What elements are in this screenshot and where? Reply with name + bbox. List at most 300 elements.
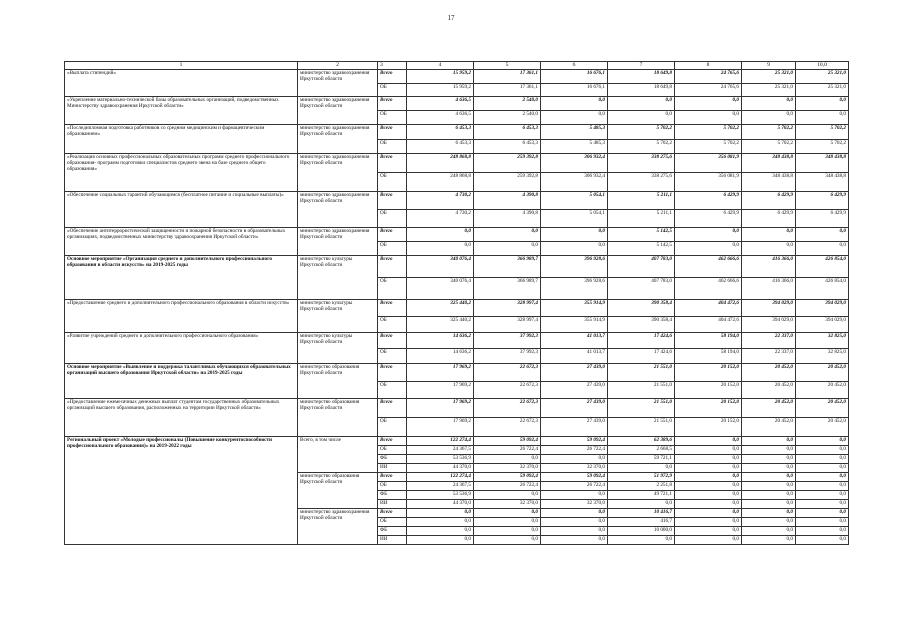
amount-cell: 22 337,0 [742, 333, 796, 349]
amount-cell: 15 959,2 [407, 83, 474, 97]
funding-source: ОБ [378, 242, 407, 256]
amount-cell: 0,0 [742, 464, 796, 473]
amount-cell: 6 453,3 [474, 139, 541, 154]
amount-cell: 0,0 [675, 437, 742, 446]
amount-cell: 338 275,6 [608, 173, 675, 192]
column-number: 7 [608, 62, 675, 70]
amount-cell: 32 825,0 [796, 348, 849, 364]
amount-cell: 27 439,0 [541, 418, 608, 437]
funding-source: ИИ [378, 464, 407, 473]
amount-cell: 462 666,6 [675, 278, 742, 300]
amount-cell: 22 672,3 [474, 399, 541, 418]
amount-cell: 0,0 [675, 111, 742, 125]
amount-cell: 53 536,9 [407, 455, 474, 464]
amount-cell: 0,0 [796, 473, 849, 482]
amount-cell: 394 029,0 [796, 300, 849, 317]
measure-name: «Предоставление ежемесячных денежных выплат студентам государственных образовательных организаций высшего образования, расположенных на территории Иркутской области» [65, 399, 298, 437]
amount-cell: 20 452,0 [742, 418, 796, 437]
amount-cell: 0,0 [407, 518, 474, 527]
amount-cell: 51 972,9 [608, 473, 675, 482]
column-number: 1 [65, 62, 298, 70]
amount-cell: 25 321,0 [742, 70, 796, 84]
amount-cell: 5 054,1 [541, 192, 608, 210]
amount-cell: 0,0 [675, 455, 742, 464]
amount-cell: 0,0 [742, 500, 796, 509]
amount-cell: 0,0 [742, 228, 796, 242]
measure-name: «Укрепление материально-технической базы образовательных организаций, подведомственных Министерству здравоохранения Иркутской области» [65, 97, 298, 125]
amount-cell: 4 390,8 [474, 210, 541, 228]
amount-cell: 2 540,0 [474, 111, 541, 125]
amount-cell: 416 366,0 [742, 256, 796, 278]
amount-cell: 0,0 [474, 509, 541, 518]
amount-cell: 37 992,3 [474, 333, 541, 349]
table-row [65, 437, 849, 446]
amount-cell: 6 453,3 [407, 139, 474, 154]
funding-source: Всего [378, 300, 407, 317]
amount-cell: 404 472,6 [675, 300, 742, 317]
amount-cell: 122 274,4 [407, 437, 474, 446]
amount-cell: 0,0 [796, 464, 849, 473]
amount-cell: 0,0 [796, 482, 849, 491]
amount-cell: 407 783,0 [608, 278, 675, 300]
amount-cell: 59 092,4 [474, 473, 541, 482]
amount-cell: 0,0 [474, 527, 541, 536]
amount-cell: 22 672,3 [474, 381, 541, 399]
table-row [65, 300, 849, 317]
funding-source: Всего [378, 228, 407, 242]
measure-name: «Обеспечение социальных гарантий обучающимся (бесплатное питание и социальные выплаты)» [65, 192, 298, 228]
amount-cell: 59 092,4 [541, 437, 608, 446]
column-number: 10,0 [796, 62, 849, 70]
amount-cell: 2 251,8 [608, 482, 675, 491]
amount-cell: 348 438,8 [742, 173, 796, 192]
responsible-org: министерство культуры Иркутской области [298, 256, 378, 300]
column-number: 9 [742, 62, 796, 70]
column-number: 4 [407, 62, 474, 70]
amount-cell: 5 702,2 [742, 125, 796, 140]
amount-cell: 0,0 [608, 500, 675, 509]
funding-source: Всего [378, 509, 407, 518]
amount-cell: 17 969,2 [407, 418, 474, 437]
amount-cell: 340 076,4 [407, 256, 474, 278]
responsible-org: Всего, в том числе [298, 437, 378, 473]
amount-cell: 17 424,6 [608, 333, 675, 349]
amount-cell: 22 672,3 [474, 418, 541, 437]
amount-cell: 41 013,7 [541, 333, 608, 349]
amount-cell: 20 452,0 [796, 364, 849, 382]
amount-cell: 17 969,2 [407, 364, 474, 382]
table-row [65, 228, 849, 242]
amount-cell: 0,0 [608, 536, 675, 545]
amount-cell: 325 440,2 [407, 316, 474, 333]
amount-cell: 0,0 [742, 509, 796, 518]
measure-name: Основное мероприятие «Выявление и поддержка талантливых обучающихся образовательных организаций высшего образования Иркутской области» на 2019-2025 годы [65, 364, 298, 399]
amount-cell: 4 636,5 [407, 111, 474, 125]
amount-cell: 17 361,1 [474, 83, 541, 97]
amount-cell: 22 337,0 [742, 348, 796, 364]
amount-cell: 21 551,0 [608, 399, 675, 418]
amount-cell: 0,0 [742, 97, 796, 111]
column-number: 2 [298, 62, 378, 70]
amount-cell: 32 370,0 [541, 464, 608, 473]
amount-cell: 58 194,0 [675, 348, 742, 364]
amount-cell: 248 868,8 [407, 154, 474, 173]
amount-cell: 407 783,0 [608, 256, 675, 278]
amount-cell: 6 429,9 [675, 210, 742, 228]
amount-cell: 6 429,9 [675, 192, 742, 210]
amount-cell: 390 358,4 [608, 300, 675, 317]
amount-cell: 0,0 [608, 97, 675, 111]
amount-cell: 404 472,6 [675, 316, 742, 333]
amount-cell: 0,0 [541, 536, 608, 545]
amount-cell: 0,0 [675, 500, 742, 509]
amount-cell: 5 211,1 [608, 192, 675, 210]
amount-cell: 20 152,0 [675, 364, 742, 382]
amount-cell: 0,0 [796, 491, 849, 500]
amount-cell: 0,0 [796, 242, 849, 256]
table-row [65, 70, 849, 84]
amount-cell: 0,0 [407, 536, 474, 545]
amount-cell: 5 142,5 [608, 242, 675, 256]
amount-cell: 32 370,0 [474, 500, 541, 509]
measure-name: «Обеспечение антитеррористической защищенности и пожарной безопасности в образовательных организациях, подведомственных министерству здравоохранения Иркутской области» [65, 228, 298, 256]
responsible-org: министерство культуры Иркутской области [298, 333, 378, 364]
amount-cell: 16 676,1 [541, 83, 608, 97]
amount-cell: 259 392,8 [474, 154, 541, 173]
amount-cell: 6 453,3 [407, 125, 474, 140]
amount-cell: 21 551,0 [608, 418, 675, 437]
amount-cell: 17 969,2 [407, 381, 474, 399]
amount-cell: 0,0 [675, 536, 742, 545]
amount-cell: 4 730,2 [407, 192, 474, 210]
amount-cell: 27 439,0 [541, 364, 608, 382]
amount-cell: 366 989,7 [474, 256, 541, 278]
amount-cell: 20 452,0 [796, 399, 849, 418]
amount-cell: 328 997,4 [474, 300, 541, 317]
amount-cell: 2 668,5 [608, 446, 675, 455]
amount-cell: 24 765,6 [675, 83, 742, 97]
amount-cell: 0,0 [796, 509, 849, 518]
amount-cell: 6 429,9 [796, 210, 849, 228]
responsible-org: министерство здравоохранения Иркутской области [298, 97, 378, 125]
amount-cell: 348 438,8 [796, 154, 849, 173]
amount-cell: 340 076,4 [407, 278, 474, 300]
amount-cell: 0,0 [541, 455, 608, 464]
amount-cell: 0,0 [407, 228, 474, 242]
funding-source: ФБ [378, 455, 407, 464]
funding-source: ФБ [378, 527, 407, 536]
measure-name: Региональный проект «Молодые профессионалы (Повышение конкурентоспособности профессионального образования)» на 2019-2022 годы [65, 437, 298, 545]
amount-cell: 25 321,0 [796, 70, 849, 84]
amount-cell: 5 702,2 [608, 125, 675, 140]
funding-source: ОБ [378, 482, 407, 491]
amount-cell: 348 438,8 [742, 154, 796, 173]
responsible-org: министерство образования Иркутской области [298, 364, 378, 399]
amount-cell: 0,0 [796, 455, 849, 464]
amount-cell: 355 914,9 [541, 316, 608, 333]
column-number: 6 [541, 62, 608, 70]
amount-cell: 26 722,4 [541, 446, 608, 455]
funding-source: Всего [378, 97, 407, 111]
amount-cell: 17 361,1 [474, 70, 541, 84]
amount-cell: 0,0 [675, 518, 742, 527]
amount-cell: 10 416,7 [608, 509, 675, 518]
amount-cell: 356 081,9 [675, 154, 742, 173]
page-number: 17 [447, 14, 455, 22]
amount-cell: 356 081,9 [675, 173, 742, 192]
responsible-org: министерство здравоохранения Иркутской области [298, 70, 378, 97]
amount-cell: 59 721,1 [608, 455, 675, 464]
amount-cell: 5 702,2 [675, 139, 742, 154]
funding-source: Всего [378, 473, 407, 482]
amount-cell: 259 392,8 [474, 173, 541, 192]
funding-source: Всего [378, 70, 407, 84]
amount-cell: 5 702,2 [796, 125, 849, 140]
amount-cell: 6 429,9 [742, 192, 796, 210]
amount-cell: 21 551,0 [608, 364, 675, 382]
responsible-org: министерство здравоохранения Иркутской области [298, 125, 378, 154]
amount-cell: 0,0 [796, 536, 849, 545]
amount-cell: 366 989,7 [474, 278, 541, 300]
responsible-org: министерство здравоохранения Иркутской области [298, 228, 378, 256]
amount-cell: 426 854,0 [796, 278, 849, 300]
amount-cell: 6 429,9 [796, 192, 849, 210]
amount-cell: 6 429,9 [742, 210, 796, 228]
amount-cell: 328 997,4 [474, 316, 541, 333]
amount-cell: 0,0 [474, 228, 541, 242]
amount-cell: 0,0 [742, 536, 796, 545]
funding-source: ОБ [378, 316, 407, 333]
amount-cell: 0,0 [742, 482, 796, 491]
amount-cell: 355 914,9 [541, 300, 608, 317]
amount-cell: 5 485,3 [541, 125, 608, 140]
funding-source: Всего [378, 125, 407, 140]
table-row [65, 256, 849, 278]
column-number-row [65, 62, 849, 70]
amount-cell: 16 676,1 [541, 70, 608, 84]
amount-cell: 0,0 [796, 111, 849, 125]
amount-cell: 0,0 [541, 111, 608, 125]
amount-cell: 5 211,1 [608, 210, 675, 228]
amount-cell: 0,0 [796, 97, 849, 111]
amount-cell: 348 438,8 [796, 173, 849, 192]
amount-cell: 0,0 [474, 536, 541, 545]
amount-cell: 27 439,0 [541, 381, 608, 399]
funding-source: ОБ [378, 139, 407, 154]
funding-source: Всего [378, 192, 407, 210]
amount-cell: 20 152,0 [675, 418, 742, 437]
table-row [65, 333, 849, 349]
measure-name: «Развитие учреждений среднего и дополнительного профессионального образования» [65, 333, 298, 364]
amount-cell: 0,0 [541, 242, 608, 256]
amount-cell: 5 142,5 [608, 228, 675, 242]
responsible-org: министерство образования Иркутской области [298, 399, 378, 437]
amount-cell: 20 452,0 [796, 418, 849, 437]
amount-cell: 390 358,4 [608, 316, 675, 333]
column-number: 8 [675, 62, 742, 70]
responsible-org: министерство здравоохранения Иркутской области [298, 192, 378, 228]
measure-name: «Последипломная подготовка работников со средним медицинским и фармацевтическим образованием» [65, 125, 298, 154]
amount-cell: 394 029,0 [742, 316, 796, 333]
amount-cell: 59 092,4 [474, 437, 541, 446]
amount-cell: 24 367,5 [407, 446, 474, 455]
amount-cell: 18 649,8 [608, 70, 675, 84]
amount-cell: 0,0 [796, 437, 849, 446]
funding-source: ИИ [378, 500, 407, 509]
amount-cell: 20 452,0 [742, 399, 796, 418]
amount-cell: 4 390,8 [474, 192, 541, 210]
amount-cell: 0,0 [407, 242, 474, 256]
amount-cell: 0,0 [796, 228, 849, 242]
amount-cell: 0,0 [407, 527, 474, 536]
amount-cell: 0,0 [742, 455, 796, 464]
amount-cell: 32 370,0 [474, 464, 541, 473]
funding-source: ОБ [378, 518, 407, 527]
amount-cell: 248 868,8 [407, 173, 474, 192]
amount-cell: 0,0 [474, 491, 541, 500]
measure-name: «Выплата стипендий» [65, 70, 298, 97]
amount-cell: 14 636,2 [407, 348, 474, 364]
table-row [65, 154, 849, 173]
measure-name: «Реализация основных профессиональных образовательных программ среднего профессионального образования- программ подготовки специалистов среднего звена на базе среднего общего образования» [65, 154, 298, 192]
amount-cell: 0,0 [675, 491, 742, 500]
amount-cell: 0,0 [675, 527, 742, 536]
table-row [65, 192, 849, 210]
amount-cell: 416 366,0 [742, 278, 796, 300]
funding-source: ОБ [378, 278, 407, 300]
amount-cell: 0,0 [541, 518, 608, 527]
budget-table [64, 61, 849, 545]
amount-cell: 0,0 [608, 111, 675, 125]
amount-cell: 0,0 [742, 518, 796, 527]
amount-cell: 338 275,6 [608, 154, 675, 173]
amount-cell: 122 274,4 [407, 473, 474, 482]
funding-source: ОБ [378, 111, 407, 125]
amount-cell: 5 485,3 [541, 139, 608, 154]
amount-cell: 0,0 [474, 242, 541, 256]
amount-cell: 0,0 [796, 518, 849, 527]
amount-cell: 5 702,2 [796, 139, 849, 154]
amount-cell: 62 389,6 [608, 437, 675, 446]
amount-cell: 5 054,1 [541, 210, 608, 228]
amount-cell: 0,0 [675, 446, 742, 455]
amount-cell: 25 321,0 [742, 83, 796, 97]
amount-cell: 0,0 [796, 527, 849, 536]
amount-cell: 396 928,6 [541, 278, 608, 300]
amount-cell: 44 370,0 [407, 464, 474, 473]
amount-cell: 26 722,4 [474, 482, 541, 491]
funding-source: Всего [378, 154, 407, 173]
amount-cell: 5 702,2 [608, 139, 675, 154]
amount-cell: 0,0 [474, 455, 541, 464]
amount-cell: 20 452,0 [742, 381, 796, 399]
amount-cell: 325 440,2 [407, 300, 474, 317]
table-row [65, 364, 849, 382]
table-row [65, 97, 849, 111]
amount-cell: 2 540,0 [474, 97, 541, 111]
amount-cell: 49 721,1 [608, 491, 675, 500]
amount-cell: 0,0 [742, 111, 796, 125]
table-row [65, 125, 849, 140]
responsible-org: министерство здравоохранения Иркутской области [298, 154, 378, 192]
funding-source: ОБ [378, 418, 407, 437]
amount-cell: 53 536,9 [407, 491, 474, 500]
amount-cell: 4 730,2 [407, 210, 474, 228]
amount-cell: 0,0 [541, 491, 608, 500]
amount-cell: 462 666,6 [675, 256, 742, 278]
amount-cell: 0,0 [796, 446, 849, 455]
amount-cell: 32 370,0 [541, 500, 608, 509]
funding-source: ФБ [378, 491, 407, 500]
amount-cell: 18 649,8 [608, 83, 675, 97]
amount-cell: 20 452,0 [796, 381, 849, 399]
responsible-org: министерство здравоохранения Иркутской области [298, 509, 378, 545]
amount-cell: 0,0 [675, 464, 742, 473]
amount-cell: 44 370,0 [407, 500, 474, 509]
responsible-org: министерство культуры Иркутской области [298, 300, 378, 333]
measure-name: «Предоставление среднего и дополнительного профессионального образования в области искусств» [65, 300, 298, 333]
amount-cell: 394 029,0 [742, 300, 796, 317]
amount-cell: 59 092,4 [541, 473, 608, 482]
amount-cell: 306 932,4 [541, 173, 608, 192]
measure-name: Основное мероприятие «Организация среднего и дополнительного профессионального образования в области искусств» на 2019-2025 годы [65, 256, 298, 300]
amount-cell: 5 702,2 [675, 125, 742, 140]
funding-source: Всего [378, 333, 407, 349]
amount-cell: 21 551,0 [608, 381, 675, 399]
funding-source: ОБ [378, 381, 407, 399]
funding-source: ОБ [378, 83, 407, 97]
amount-cell: 0,0 [742, 437, 796, 446]
amount-cell: 10 000,0 [608, 527, 675, 536]
responsible-org: министерство образования Иркутской области [298, 473, 378, 509]
amount-cell: 5 702,2 [742, 139, 796, 154]
amount-cell: 394 029,0 [796, 316, 849, 333]
amount-cell: 0,0 [742, 527, 796, 536]
amount-cell: 37 992,3 [474, 348, 541, 364]
amount-cell: 0,0 [541, 228, 608, 242]
amount-cell: 25 321,0 [796, 83, 849, 97]
amount-cell: 41 013,7 [541, 348, 608, 364]
amount-cell: 0,0 [675, 97, 742, 111]
amount-cell: 0,0 [675, 242, 742, 256]
amount-cell: 24 765,6 [675, 70, 742, 84]
amount-cell: 26 722,4 [474, 446, 541, 455]
amount-cell: 0,0 [675, 228, 742, 242]
amount-cell: 0,0 [742, 473, 796, 482]
amount-cell: 0,0 [742, 446, 796, 455]
column-number: 3 [378, 62, 407, 70]
amount-cell: 0,0 [742, 491, 796, 500]
amount-cell: 0,0 [541, 509, 608, 518]
amount-cell: 306 932,4 [541, 154, 608, 173]
amount-cell: 0,0 [407, 509, 474, 518]
funding-source: ОБ [378, 446, 407, 455]
amount-cell: 32 825,0 [796, 333, 849, 349]
funding-source: ОБ [378, 210, 407, 228]
amount-cell: 0,0 [742, 242, 796, 256]
funding-source: Всего [378, 399, 407, 418]
funding-source: Всего [378, 364, 407, 382]
amount-cell: 15 959,2 [407, 70, 474, 84]
funding-source: Всего [378, 256, 407, 278]
amount-cell: 4 636,5 [407, 97, 474, 111]
amount-cell: 14 636,2 [407, 333, 474, 349]
funding-source: ОБ [378, 348, 407, 364]
amount-cell: 426 854,0 [796, 256, 849, 278]
table-row [65, 399, 849, 418]
amount-cell: 6 453,3 [474, 125, 541, 140]
funding-source: ОБ [378, 173, 407, 192]
